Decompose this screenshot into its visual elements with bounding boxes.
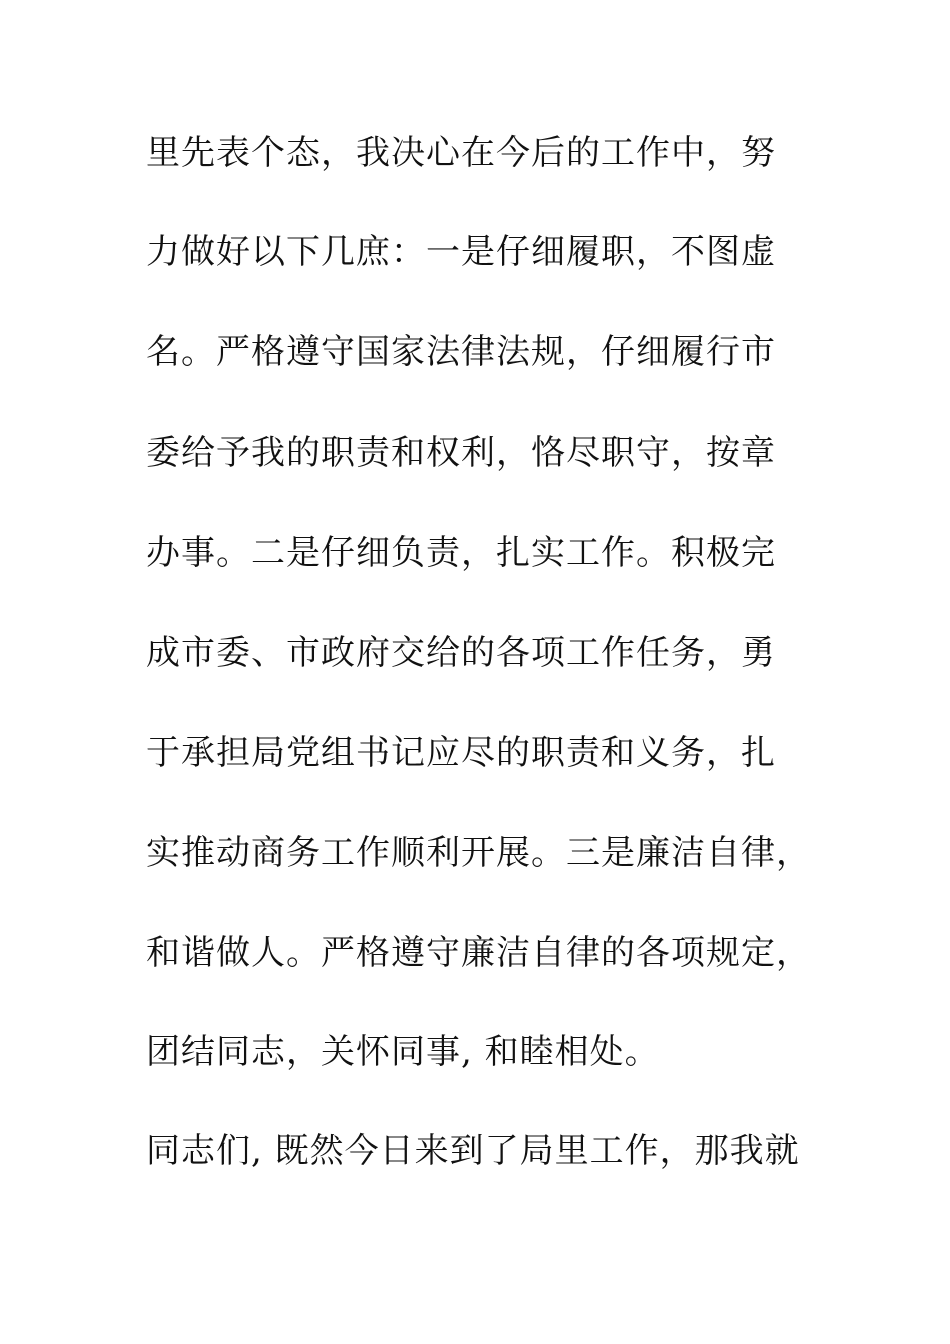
text-line: 同志们, 既然今日来到了局里工作，那我就 bbox=[146, 1131, 800, 1171]
text-line: 里先表个态，我决心在今后的工作中，努 bbox=[146, 133, 776, 173]
text-line: 团结同志，关怀同事, 和睦相处。 bbox=[146, 1032, 660, 1072]
text-line: 名。严格遵守国家法律法规，仔细履行市 bbox=[146, 332, 776, 372]
text-line: 成市委、市政府交给的各项工作任务，勇 bbox=[146, 633, 776, 673]
text-line: 于承担局党组书记应尽的职责和义务，扎 bbox=[146, 733, 776, 773]
text-line: 力做好以下几庶：一是仔细履职，不图虚 bbox=[146, 232, 776, 272]
text-line: 和谐做人。严格遵守廉洁自律的各项规定， bbox=[146, 933, 811, 973]
text-line: 实推动商务工作顺利开展。三是廉洁自律， bbox=[146, 833, 811, 873]
text-line: 办事。二是仔细负责，扎实工作。积极完 bbox=[146, 533, 776, 573]
text-line: 委给予我的职责和权利，恪尽职守，按章 bbox=[146, 433, 776, 473]
